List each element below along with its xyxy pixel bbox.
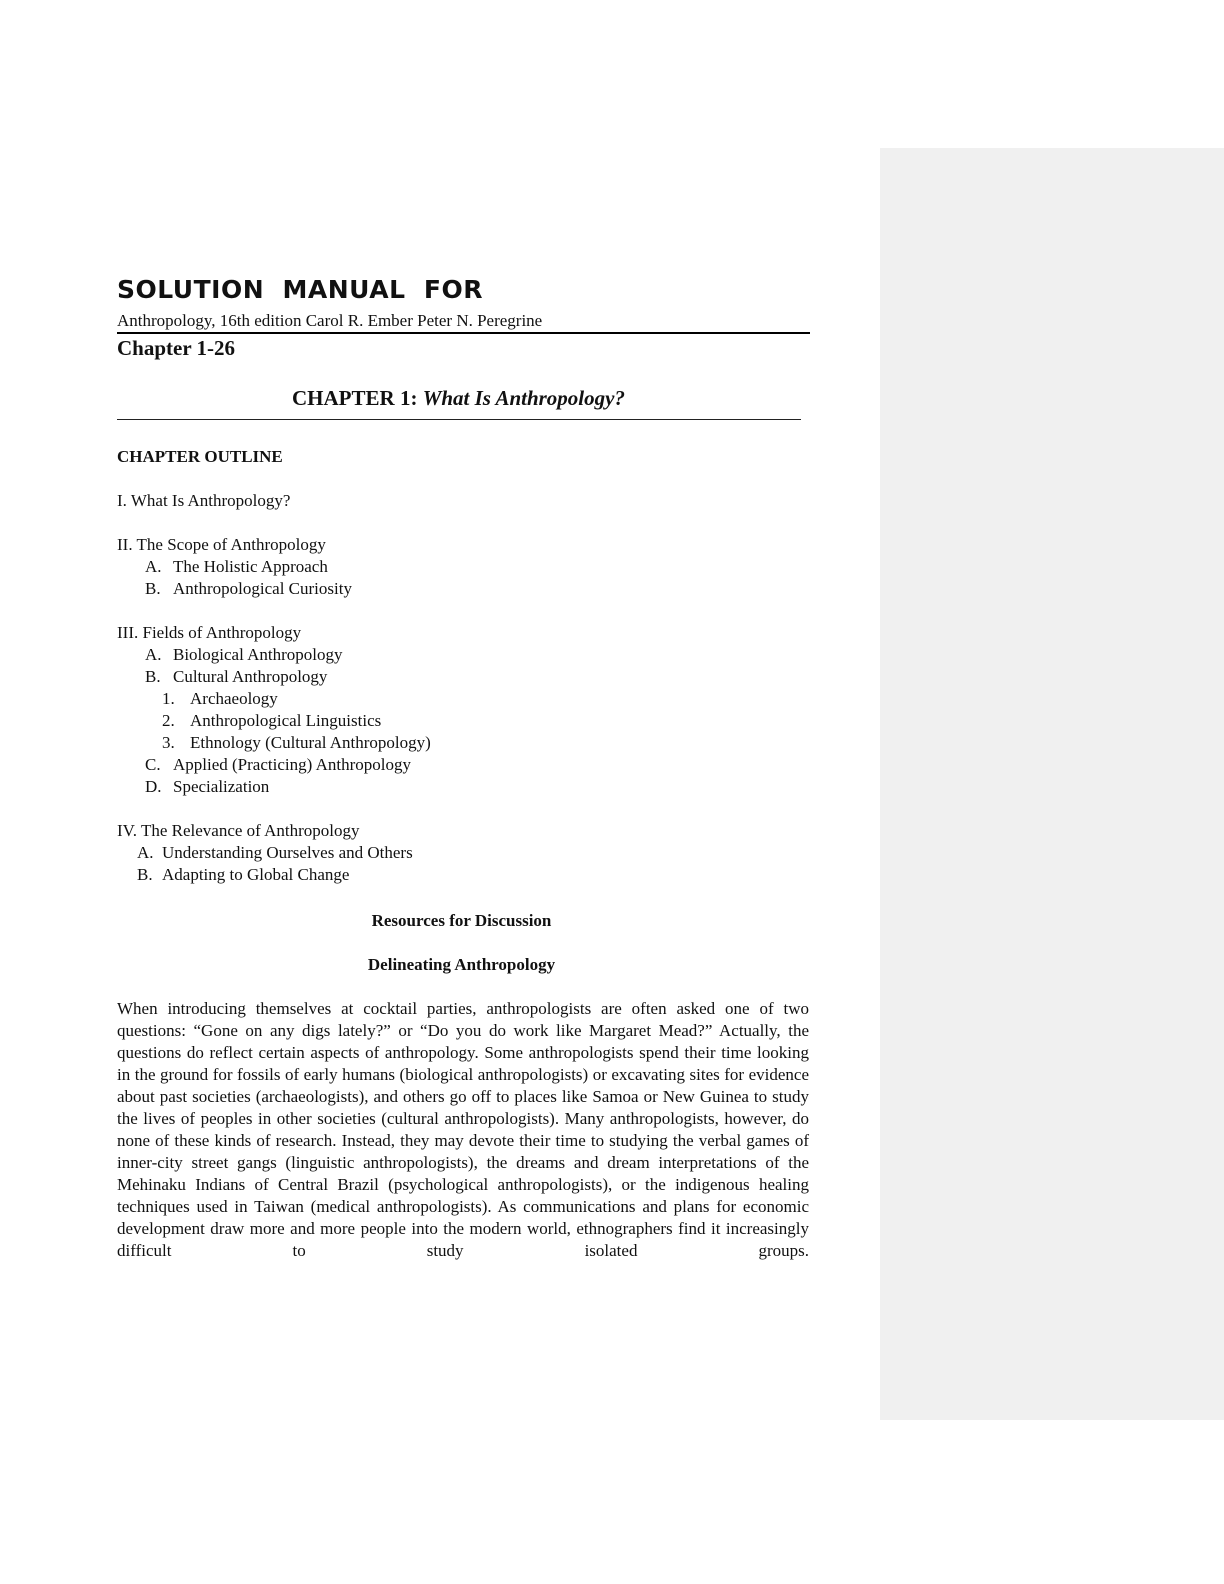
outline-section xyxy=(117,490,810,512)
outline-item-text: Adapting to Global Change xyxy=(162,865,350,884)
outline-marker: B. xyxy=(145,579,161,598)
comment-pane xyxy=(880,148,1224,1420)
outline-subitem xyxy=(117,688,810,710)
chapter-heading xyxy=(107,385,810,411)
outline-item-text: Specialization xyxy=(173,777,270,796)
outline-item-text: The Holistic Approach xyxy=(173,557,328,576)
outline-section xyxy=(117,820,810,886)
outline-marker: B. xyxy=(145,667,161,686)
outline-item xyxy=(117,754,810,776)
chapter-heading-prefix: CHAPTER 1: xyxy=(292,386,423,410)
outline-item xyxy=(117,578,810,600)
outline-section xyxy=(117,534,810,600)
outline-item-text: Ethnology (Cultural Anthropology) xyxy=(190,733,431,752)
book-subtitle: Anthropology, 16th edition Carol R. Ember Peter N. Peregrine xyxy=(117,311,810,334)
resources-heading: Resources for Discussion xyxy=(371,911,552,930)
section-heading: Delineating Anthropology xyxy=(367,955,556,974)
outline-marker: C. xyxy=(145,755,161,774)
outline-marker: 2. xyxy=(162,711,175,730)
outline-title: CHAPTER OUTLINE xyxy=(117,447,283,466)
outline-item xyxy=(117,556,810,578)
outline-marker: 3. xyxy=(162,733,175,752)
outline-marker: A. xyxy=(145,557,162,576)
outline-item-text: Anthropological Curiosity xyxy=(173,579,352,598)
chapter-heading-title: What Is Anthropology? xyxy=(422,386,625,410)
outline-marker: 1. xyxy=(162,689,175,708)
chapter-outline xyxy=(117,490,810,886)
outline-item xyxy=(117,776,810,798)
outline-item-text: Understanding Ourselves and Others xyxy=(162,843,413,862)
outline-item xyxy=(117,644,810,666)
outline-item-text: Cultural Anthropology xyxy=(173,667,328,686)
outline-marker: B. xyxy=(137,865,153,884)
outline-section xyxy=(117,622,810,798)
horizontal-rule xyxy=(117,419,801,420)
body-paragraph: When introducing themselves at cocktail parties, anthropologists are often asked one of two questions: “Gone on any digs lately?” or “Do you do work like Margaret Mead?” Actually, the questions do reflect certain aspects of anthropology. Some anthropologists spend their time looking in the ground for fossils of early humans (biological anthropologists) or excavating sites for evidence about past societies (archaeologists), and others go off to places like Samoa or New Guinea to study the lives of peoples in other societies (cultural anthropologists). Many anthropologists, however, do none of these kinds of research. Instead, they may devote their time to studying the verbal games of inner-city street gangs (linguistic anthropologists), the dreams and dream interpretations of the Mehinaku Indians of Central Brazil (psychological anthropologists), or the indigenous healing techniques used in Taiwan (medical anthropologists). As communications and plans for economic development draw more and more people into the modern world, ethnographers find it increasingly difficult to study isolated groups. xyxy=(117,999,809,1260)
outline-item xyxy=(117,842,810,864)
document-banner: SOLUTION MANUAL FOR xyxy=(117,275,483,304)
outline-item-text: Anthropological Linguistics xyxy=(190,711,382,730)
outline-item xyxy=(117,666,810,688)
outline-subitem xyxy=(117,710,810,732)
outline-item-text: Applied (Practicing) Anthropology xyxy=(173,755,411,774)
document-page xyxy=(117,270,810,1262)
outline-section-label: IV. The Relevance of Anthropology xyxy=(117,821,360,840)
outline-subitem xyxy=(117,732,810,754)
outline-section-label: III. Fields of Anthropology xyxy=(117,623,302,642)
outline-section-label: I. What Is Anthropology? xyxy=(117,491,291,510)
outline-marker: A. xyxy=(145,645,162,664)
outline-marker: A. xyxy=(137,843,154,862)
chapter-range: Chapter 1-26 xyxy=(117,336,236,360)
outline-item-text: Archaeology xyxy=(190,689,278,708)
outline-item-text: Biological Anthropology xyxy=(173,645,343,664)
outline-section-label: II. The Scope of Anthropology xyxy=(117,535,326,554)
outline-marker: D. xyxy=(145,777,162,796)
outline-item xyxy=(117,864,810,886)
